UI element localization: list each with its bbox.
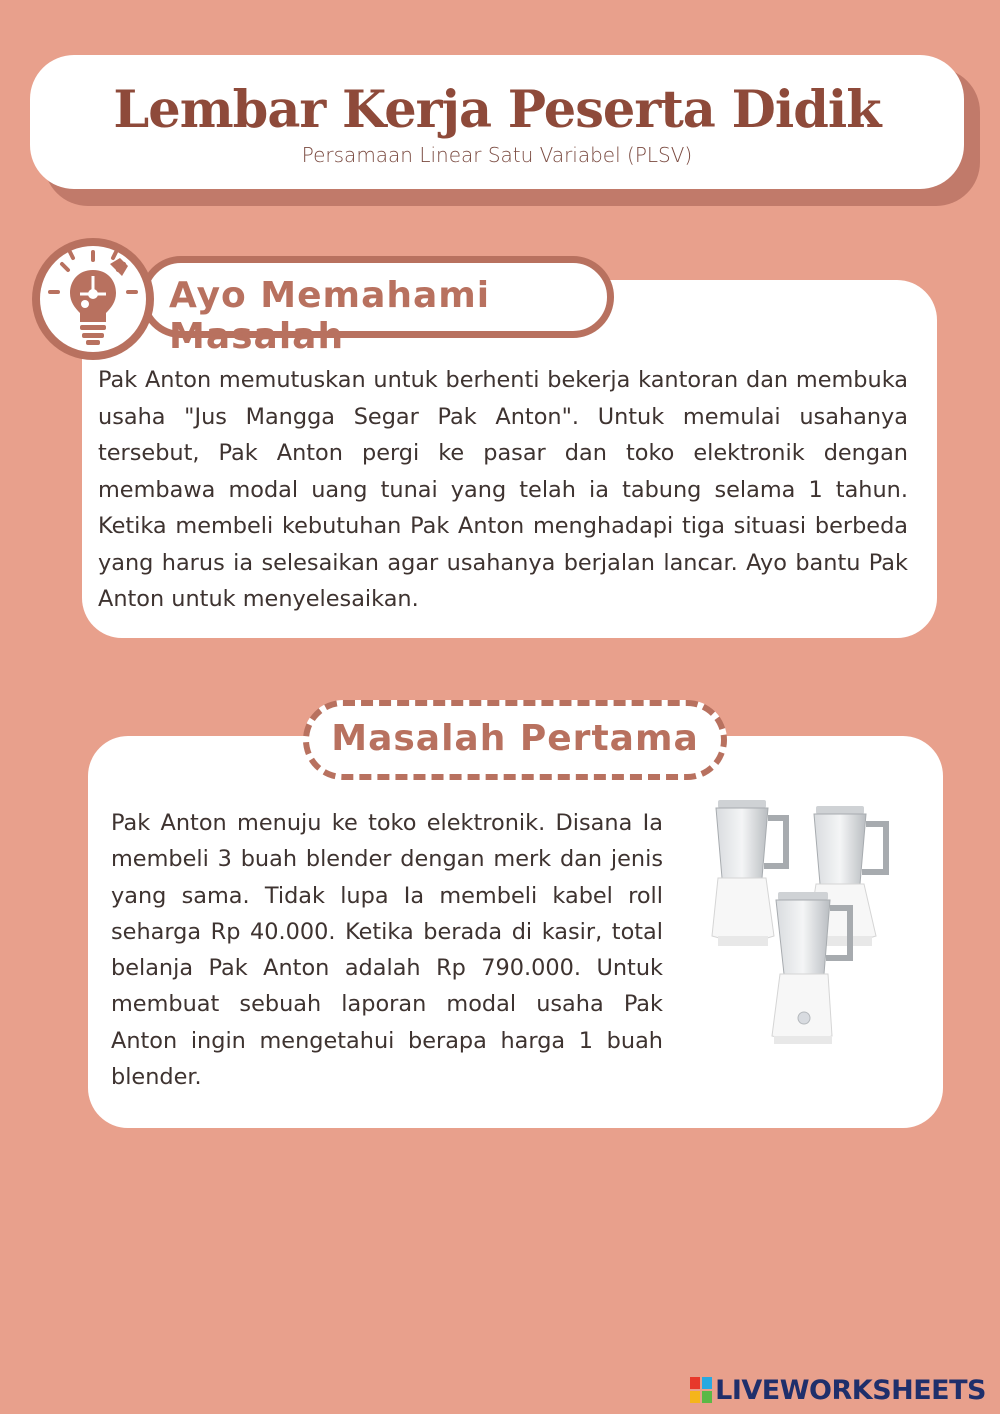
first-problem-heading-pill bbox=[303, 700, 727, 780]
liveworksheets-logo-icon bbox=[690, 1377, 712, 1403]
three-blenders-image bbox=[704, 796, 904, 1056]
header-card bbox=[30, 55, 964, 189]
first-problem-paragraph: Pak Anton menuju ke toko elektronik. Disana Ia membeli 3 buah blender dengan merk dan jenis yang sama. Tidak lupa Ia membeli kabel roll seharga Rp 40.000. Ketika berada di kasir, total belanja Pak Anton adalah Rp 790.000. Untuk membuat sebuah laporan modal usaha Pak Anton ingin mengetahui berapa harga 1 buah blender. bbox=[111, 810, 663, 1091]
first-problem-heading: Masalah Pertama bbox=[331, 718, 699, 759]
liveworksheets-text: LIVEWORKSHEETS bbox=[715, 1374, 986, 1406]
liveworksheets-watermark bbox=[690, 1373, 986, 1407]
lightbulb-puzzle-icon bbox=[32, 238, 154, 360]
page-subtitle: Persamaan Linear Satu Variabel (PLSV) bbox=[301, 143, 693, 167]
page-title: Lembar Kerja Peserta Didik bbox=[113, 80, 881, 140]
intro-paragraph: Pak Anton memutuskan untuk berhenti bekerja kantoran dan membuka usaha "Jus Mangga Segar Pak Anton". Untuk memulai usahanya tersebut, Pak Anton pergi ke pasar dan toko elektronik dengan membawa modal uang tunai yang telah ia tabung selama 1 tahun. Ketika membeli kebutuhan Pak Anton menghadapi tiga situasi berbeda yang harus ia selesaikan agar usahanya berjalan lancar. Ayo bantu Pak Anton untuk menyelesaikan. bbox=[98, 367, 908, 612]
section-heading: Ayo Memahami Masalah bbox=[169, 275, 491, 357]
section-heading-pill bbox=[140, 256, 614, 357]
